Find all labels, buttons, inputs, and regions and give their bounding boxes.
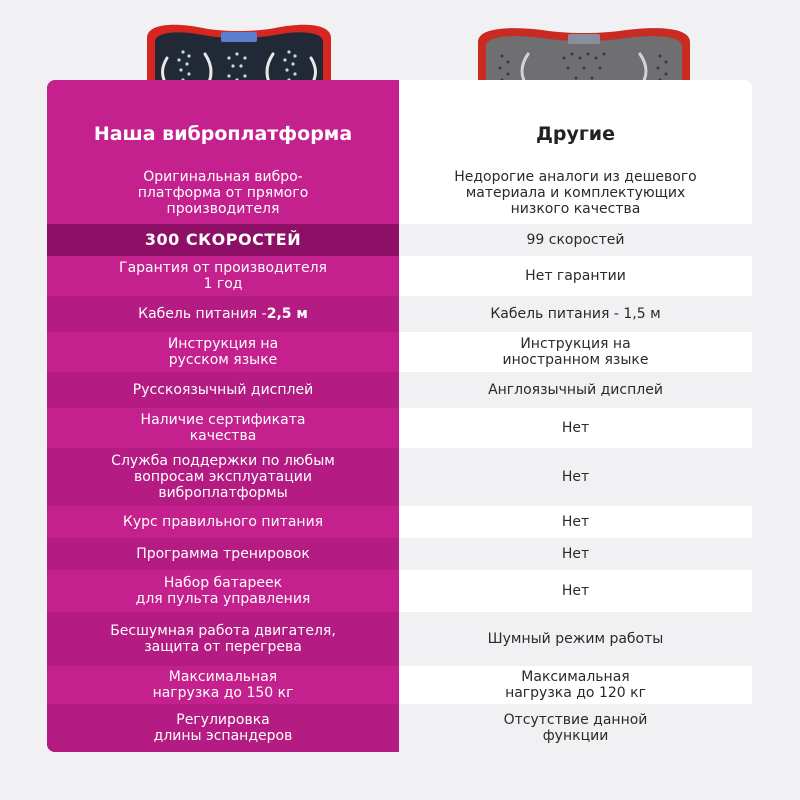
comparison-table (47, 80, 752, 752)
our-feature: Оригинальная вибро- платформа от прямого производителя (137, 169, 309, 217)
our-feature-cable-length: 2,5 м (266, 306, 308, 322)
our-feature: Русскоязычный дисплей (47, 372, 399, 408)
comparison-row (47, 612, 752, 666)
other-feature: Нет гарантии (525, 268, 626, 284)
our-feature: Регулировка длины эспандеров (47, 704, 399, 752)
our-feature: Программа тренировок (47, 538, 399, 570)
comparison-row (47, 332, 752, 372)
comparison-row (47, 256, 752, 296)
our-feature: Служба поддержки по любым вопросам эксплуатации виброплатформы (47, 448, 399, 506)
our-feature-cable-text: Кабель питания - (138, 306, 267, 322)
our-feature-speeds: 300 СКОРОСТЕЙ (47, 224, 399, 256)
other-feature: Англоязычный дисплей (399, 372, 752, 408)
other-feature: Шумный режим работы (399, 612, 752, 666)
other-feature: Нет (399, 448, 752, 506)
our-feature: Инструкция на русском языке (167, 336, 279, 368)
other-feature: Отсутствие данной функции (399, 704, 752, 752)
comparison-row (47, 296, 752, 332)
other-feature: Нет (561, 420, 590, 436)
our-feature: Максимальная нагрузка до 150 кг (152, 669, 294, 701)
comparison-row (47, 570, 752, 612)
other-feature: Максимальная нагрузка до 120 кг (505, 669, 646, 701)
other-feature: Нет (399, 538, 752, 570)
other-feature: Нет (561, 583, 590, 599)
comparison-row (47, 372, 752, 408)
other-products-header: Другие (535, 123, 616, 145)
our-product-header: Наша виброплатформа (93, 123, 353, 145)
comparison-row (47, 448, 752, 506)
our-feature: Гарантия от производителя 1 год (119, 260, 327, 292)
comparison-row (47, 666, 752, 704)
our-feature: Бесшумная работа двигателя, защита от перегрева (47, 612, 399, 666)
other-feature: 99 скоростей (399, 224, 752, 256)
comparison-row (47, 538, 752, 570)
our-feature: Наличие сертификата качества (140, 412, 306, 444)
comparison-row (47, 704, 752, 752)
other-feature: Нет (561, 514, 590, 530)
other-feature: Недорогие аналоги из дешевого материала и комплектующих низкого качества (454, 169, 697, 217)
other-feature: Инструкция на иностранном языке (502, 336, 649, 368)
other-feature: Кабель питания - 1,5 м (399, 296, 752, 332)
our-feature: Курс правильного питания (122, 514, 324, 530)
comparison-row (47, 162, 752, 224)
comparison-row (47, 224, 752, 256)
our-feature: Набор батареек для пульта управления (135, 575, 311, 607)
comparison-row (47, 408, 752, 448)
our-feature (47, 296, 399, 332)
comparison-row (47, 506, 752, 538)
